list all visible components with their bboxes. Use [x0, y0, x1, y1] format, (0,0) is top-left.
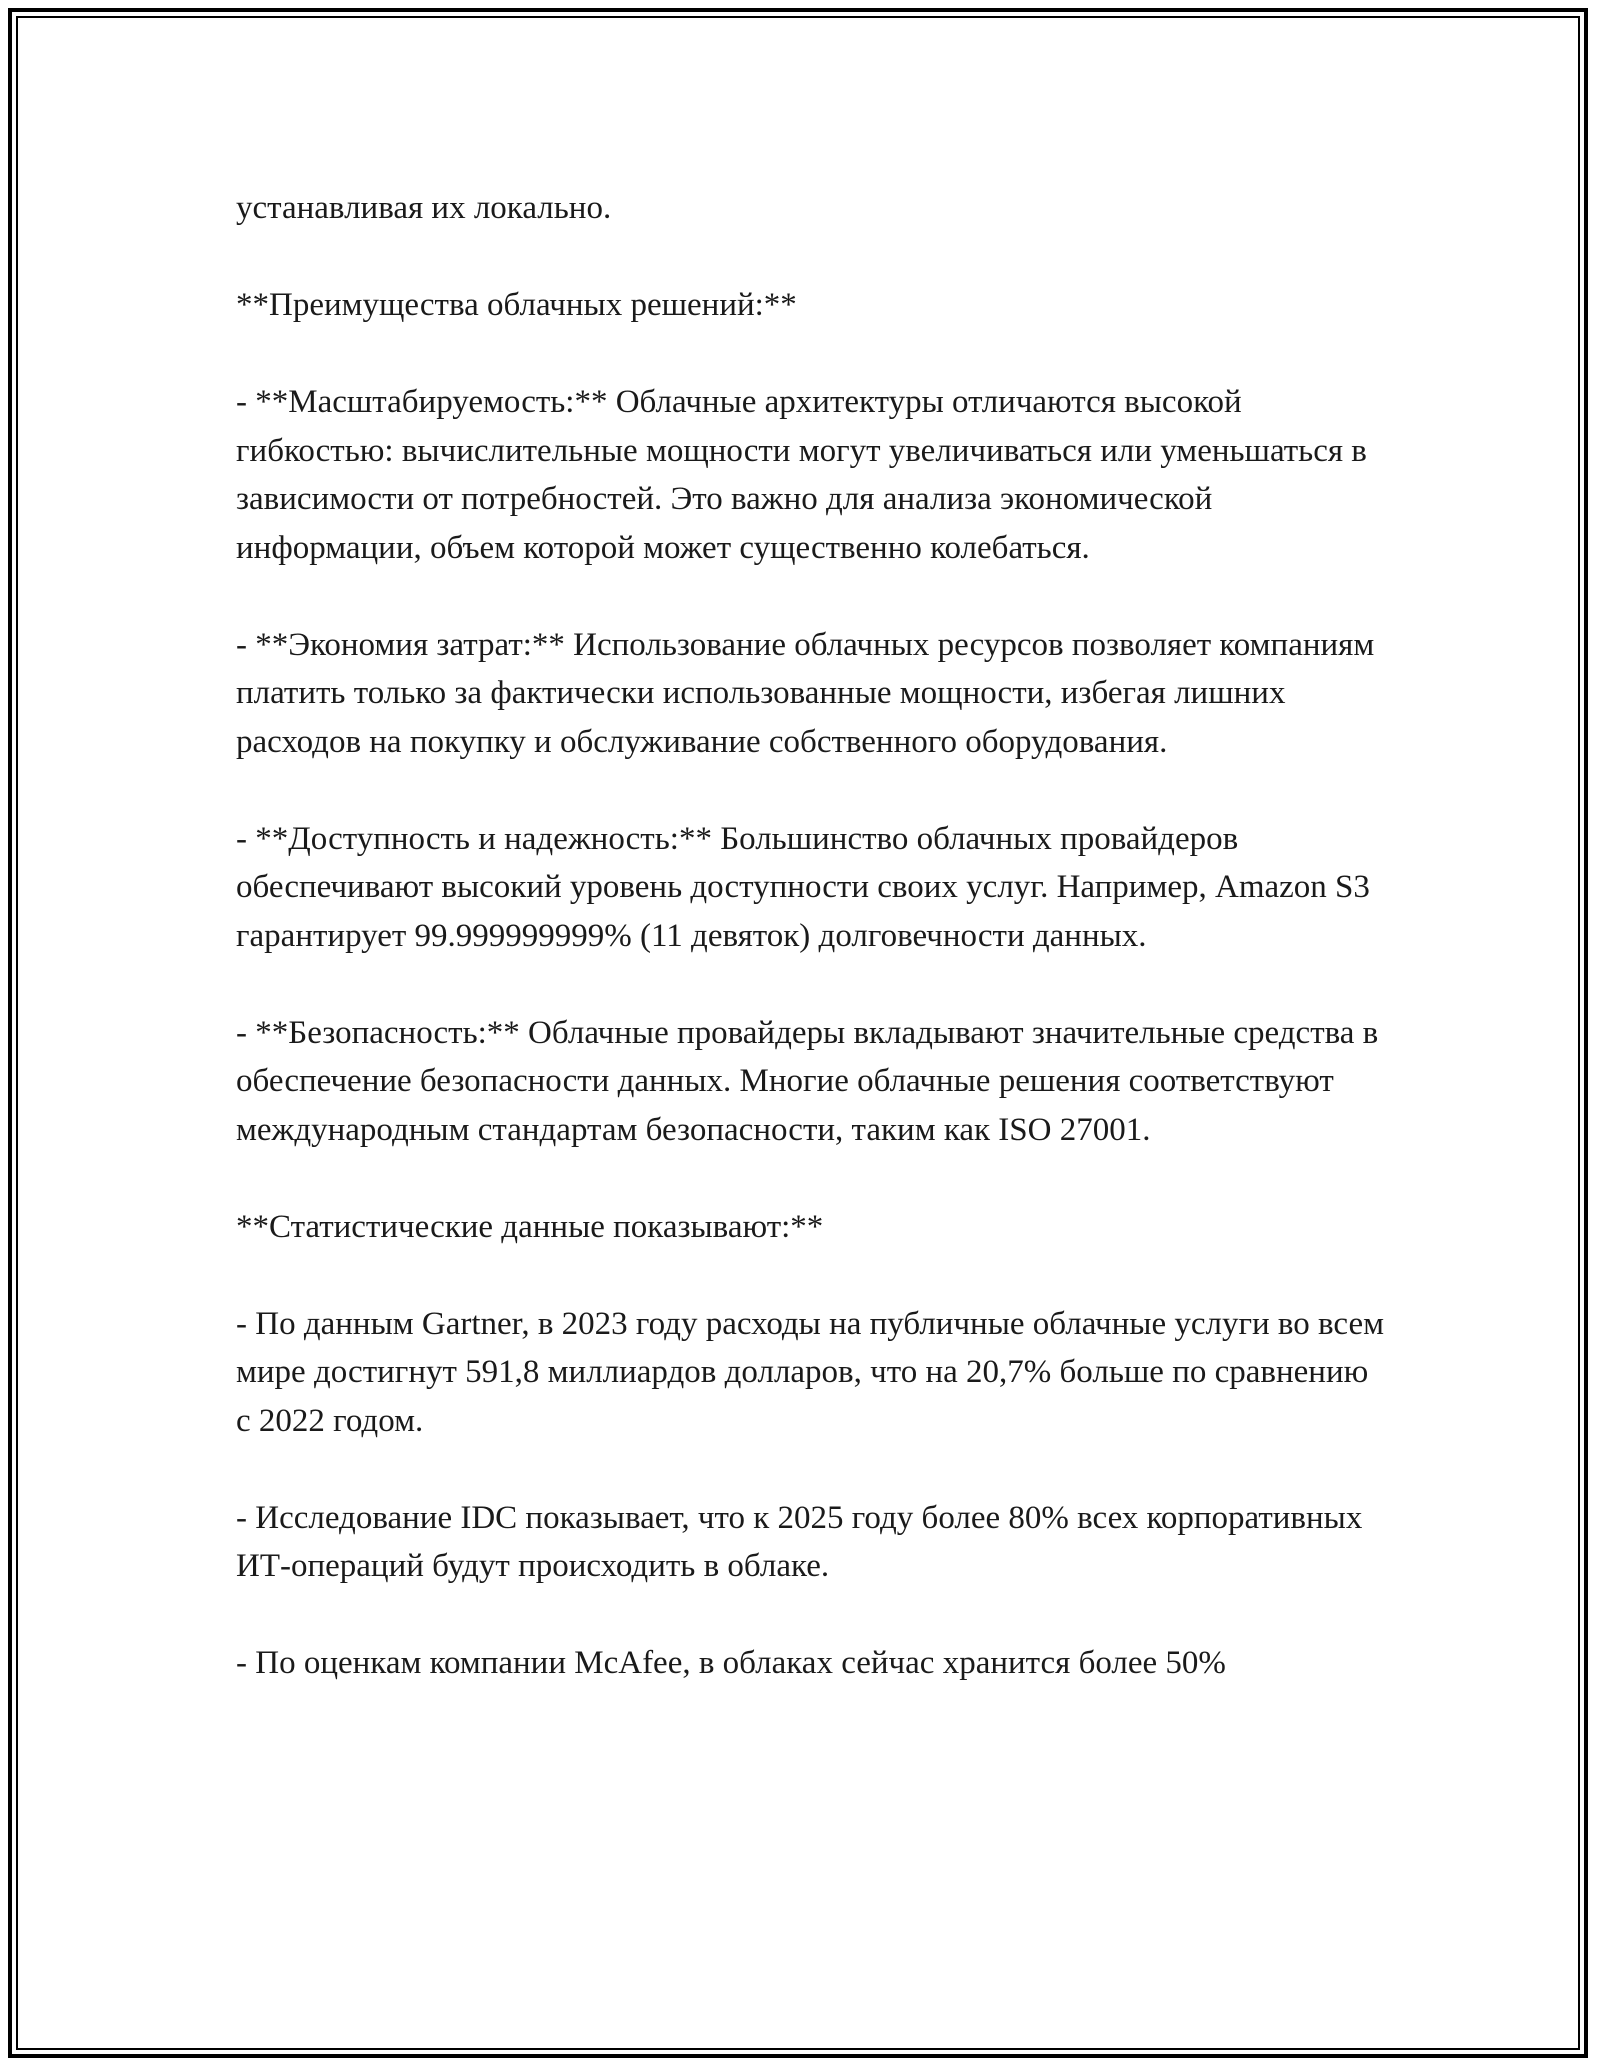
paragraph-idc: - Исследование IDC показывает, что к 2025 году более 80% всех корпоративных ИТ-операций будут происходить в облаке. — [236, 1499, 1363, 1584]
paragraph-mcafee: - По оценкам компании McAfee, в облаках сейчас хранится более 50% — [236, 1645, 1226, 1681]
paragraph-security: - **Безопасность:** Облачные провайдеры вкладывают значительные средства в обеспечение безопасности данных. Многие облачные решения соответствуют международным стандартам безопасности, таким как ISO 27001. — [236, 1014, 1379, 1148]
paragraph-availability: - **Доступность и надежность:** Большинство облачных провайдеров обеспечивают высокий уровень доступности своих услуг. Например, Amazon S3 гарантирует 99.999999999% (11 девяток) долговечности данных. — [236, 820, 1370, 954]
paragraph-gartner: - По данным Gartner, в 2023 году расходы на публичные облачные услуги во всем мире достигнут 591,8 миллиардов долларов, что на 20,7% больше по сравнению с 2022 годом. — [236, 1305, 1385, 1439]
heading-cloud-advantages: **Преимущества облачных решений:** — [236, 287, 797, 323]
heading-statistics: **Статистические данные показывают:** — [236, 1208, 824, 1245]
paragraph-cost-savings: - **Экономия затрат:** Использование облачных ресурсов позволяет компаниям платить только за фактически использованные мощности, избегая лишних расходов на покупку и обслуживание собственного оборудования. — [236, 626, 1375, 760]
document-body — [236, 184, 1386, 1688]
paragraph-continuation: устанавливая их локально. — [236, 190, 612, 226]
paragraph-scalability: - **Масштабируемость:** Облачные архитектуры отличаются высокой гибкостью: вычислительные мощности могут увеличиваться или уменьшаться в зависимости от потребностей. Это важно для анализа экономической информации, объем которой может существенно колебаться. — [236, 384, 1367, 566]
